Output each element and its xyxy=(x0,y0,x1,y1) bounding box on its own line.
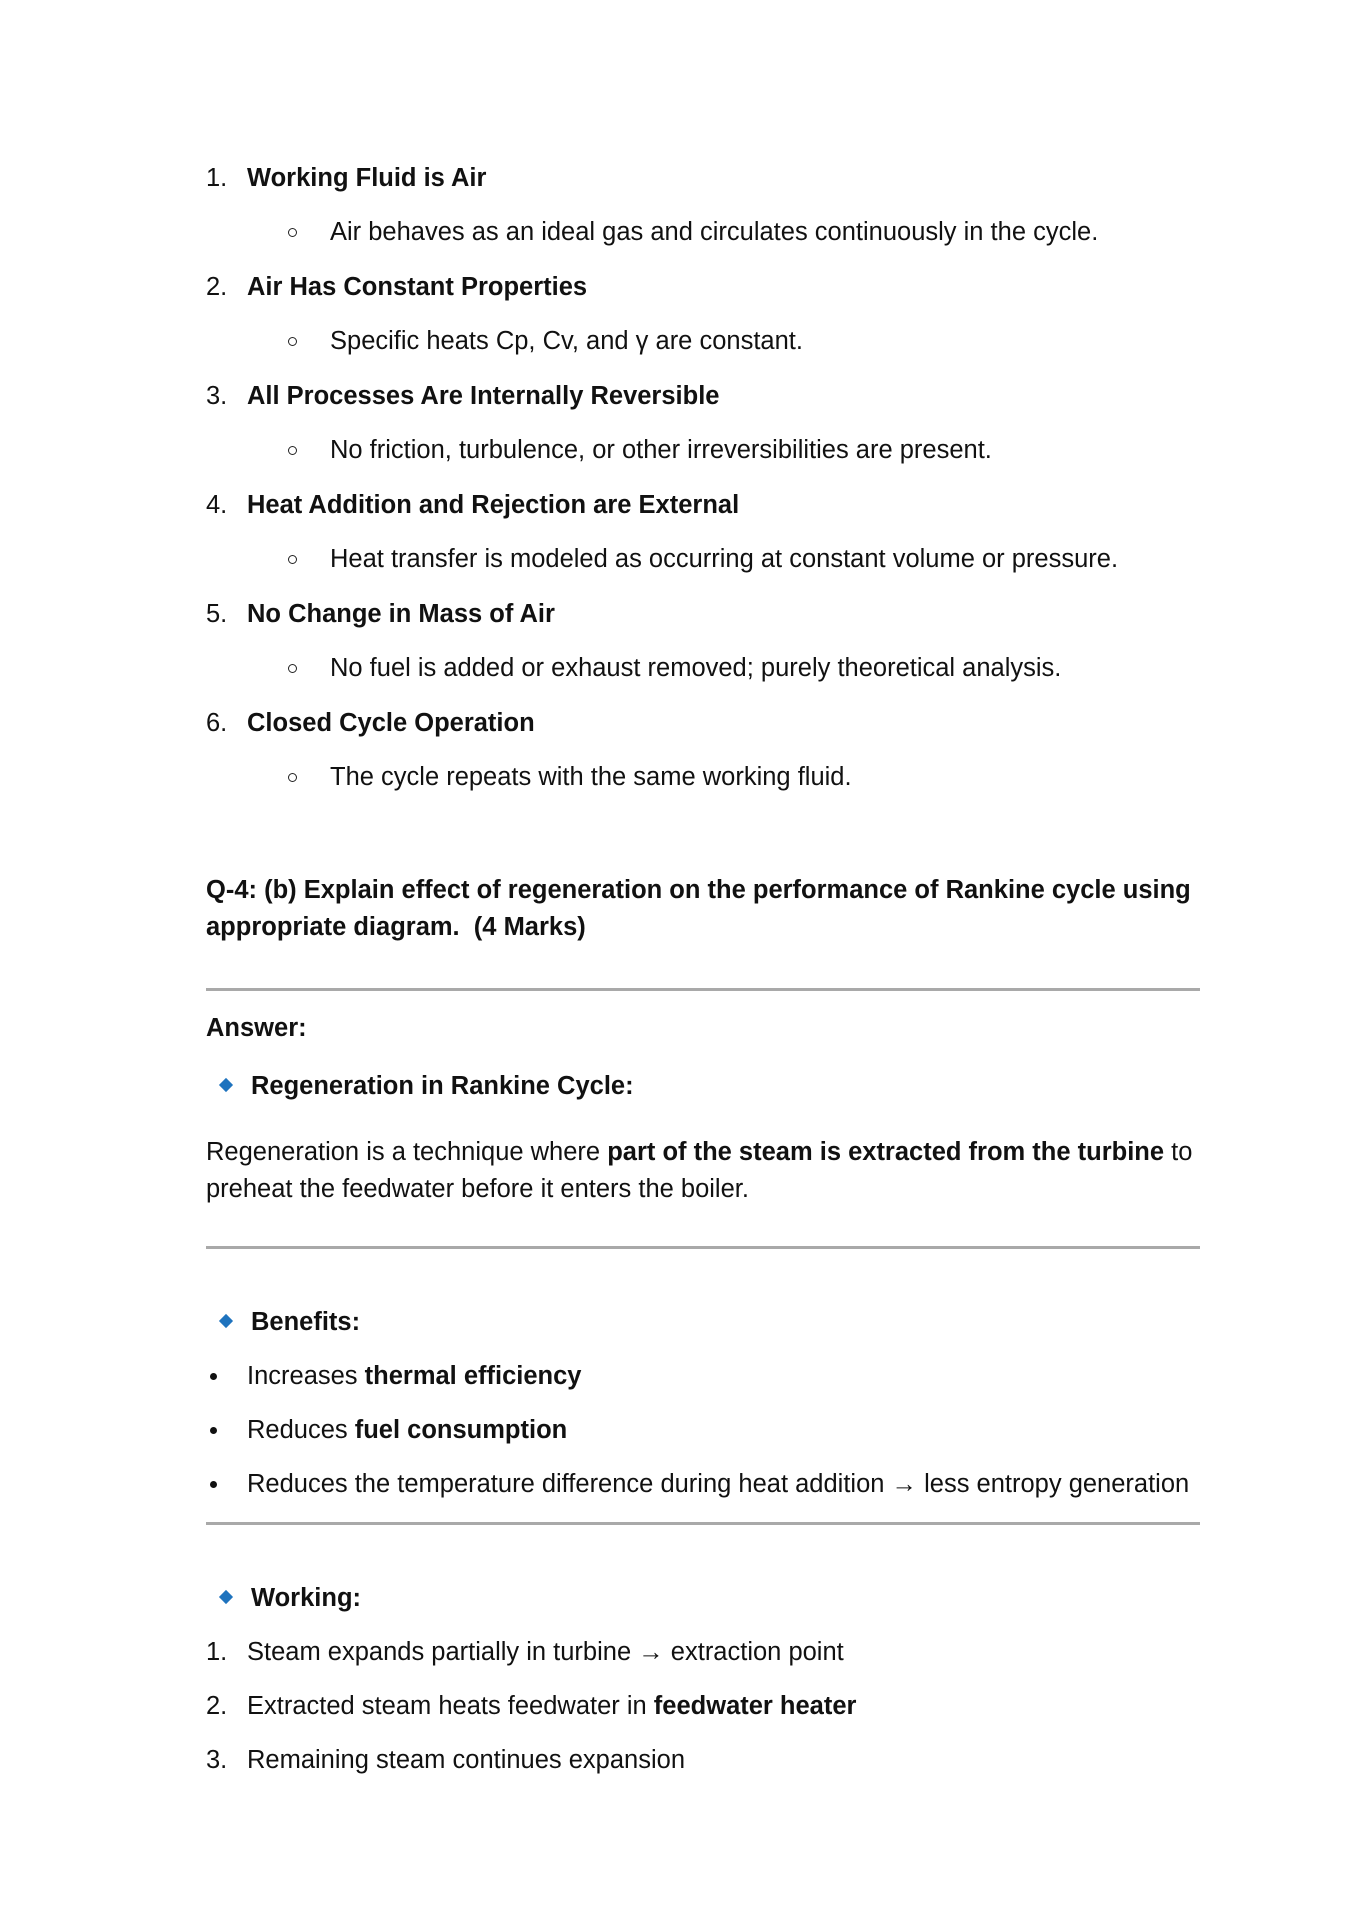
assumption-item xyxy=(206,596,1202,682)
hollow-circle-bullet-icon xyxy=(288,228,297,237)
assumption-title: Air Has Constant Properties xyxy=(247,273,588,301)
benefit-text-bold: thermal efficiency xyxy=(364,1362,582,1390)
step-text: Steam expands partially in turbine → extraction point xyxy=(247,1638,844,1666)
assumption-detail xyxy=(206,650,1202,687)
bullet-dot-icon xyxy=(210,1481,217,1488)
question-line-1: Q-4: (b) Explain effect of regeneration on the performance of Rankine cycle using xyxy=(206,876,1191,904)
working-heading xyxy=(206,1580,1202,1617)
hollow-circle-bullet-icon xyxy=(288,446,297,455)
assumption-detail-text: Air behaves as an ideal gas and circulates continuously in the cycle. xyxy=(330,218,1099,246)
assumption-item xyxy=(206,487,1202,573)
benefit-text-plain: Reduces xyxy=(247,1416,355,1444)
assumption-detail xyxy=(206,759,1202,796)
assumption-detail-text: The cycle repeats with the same working fluid. xyxy=(330,763,852,791)
item-number: 5. xyxy=(206,600,228,628)
working-step xyxy=(206,1634,1202,1671)
assumption-detail xyxy=(206,214,1202,251)
horizontal-divider xyxy=(206,1522,1200,1525)
horizontal-divider xyxy=(206,988,1200,991)
assumption-detail-text: Heat transfer is modeled as occurring at constant volume or pressure. xyxy=(330,545,1119,573)
diamond-bullet-icon xyxy=(219,1590,233,1604)
regeneration-heading xyxy=(206,1068,1202,1105)
benefit-item xyxy=(206,1358,1202,1395)
item-number: 4. xyxy=(206,491,228,519)
assumption-detail-text: Specific heats Cp, Cv, and γ are constant. xyxy=(330,327,803,355)
page-content xyxy=(206,160,1202,1774)
hollow-circle-bullet-icon xyxy=(288,664,297,673)
hollow-circle-bullet-icon xyxy=(288,555,297,564)
bullet-dot-icon xyxy=(210,1373,217,1380)
question-heading xyxy=(206,872,1202,946)
item-number: 1. xyxy=(206,164,228,192)
assumption-title: Closed Cycle Operation xyxy=(247,709,535,737)
assumption-title: Heat Addition and Rejection are External xyxy=(247,491,740,519)
item-number: 3. xyxy=(206,382,228,410)
assumption-title: Working Fluid is Air xyxy=(247,164,487,192)
question-line-2: appropriate diagram. (4 Marks) xyxy=(206,913,586,941)
benefit-text-plain: Reduces the temperature difference during heat addition → less entropy generation xyxy=(247,1470,1190,1498)
step-text-plain: Extracted steam heats feedwater in xyxy=(247,1692,654,1720)
assumption-item xyxy=(206,269,1202,355)
assumption-title: All Processes Are Internally Reversible xyxy=(247,382,720,410)
step-text-bold: feedwater heater xyxy=(653,1692,857,1720)
paragraph-text: to xyxy=(1164,1138,1193,1166)
item-number: 6. xyxy=(206,709,228,737)
paragraph-bold-text: part of the steam is extracted from the turbine xyxy=(607,1138,1165,1166)
step-text xyxy=(247,1688,856,1725)
benefit-text xyxy=(247,1466,1189,1503)
step-number: 2. xyxy=(206,1692,228,1720)
assumption-title: No Change in Mass of Air xyxy=(247,600,555,628)
working-step xyxy=(206,1688,1202,1725)
assumption-detail-text: No fuel is added or exhaust removed; purely theoretical analysis. xyxy=(330,654,1062,682)
working-step xyxy=(206,1742,1202,1779)
benefit-text-plain: Increases xyxy=(247,1362,365,1390)
paragraph-text: Regeneration is a technique where xyxy=(206,1138,608,1166)
hollow-circle-bullet-icon xyxy=(288,337,297,346)
assumption-detail-text: No friction, turbulence, or other irreversibilities are present. xyxy=(330,436,992,464)
horizontal-divider xyxy=(206,1246,1200,1249)
diamond-bullet-icon xyxy=(219,1314,233,1328)
step-text: Remaining steam continues expansion xyxy=(247,1746,686,1774)
benefit-text xyxy=(247,1412,567,1449)
benefits-heading-text: Benefits: xyxy=(251,1308,361,1336)
assumption-detail xyxy=(206,541,1202,578)
paragraph-line-1 xyxy=(206,1134,1202,1171)
regeneration-paragraph xyxy=(206,1134,1202,1208)
diamond-bullet-icon xyxy=(219,1078,233,1092)
assumption-item xyxy=(206,705,1202,791)
regeneration-heading-text: Regeneration in Rankine Cycle: xyxy=(251,1072,634,1100)
benefit-text-bold: fuel consumption xyxy=(354,1416,568,1444)
paragraph-line-2: preheat the feedwater before it enters the boiler. xyxy=(206,1175,749,1203)
answer-label: Answer: xyxy=(206,1014,307,1042)
hollow-circle-bullet-icon xyxy=(288,773,297,782)
step-number: 1. xyxy=(206,1638,228,1666)
item-number: 2. xyxy=(206,273,228,301)
assumption-detail xyxy=(206,432,1202,469)
assumption-item xyxy=(206,160,1202,246)
bullet-dot-icon xyxy=(210,1427,217,1434)
benefit-item xyxy=(206,1466,1202,1503)
benefits-heading xyxy=(206,1304,1202,1341)
benefit-text xyxy=(247,1358,581,1395)
assumption-detail xyxy=(206,323,1202,360)
assumption-item xyxy=(206,378,1202,464)
working-heading-text: Working: xyxy=(251,1584,362,1612)
step-number: 3. xyxy=(206,1746,228,1774)
benefit-item xyxy=(206,1412,1202,1449)
assumptions-list xyxy=(206,160,1202,791)
